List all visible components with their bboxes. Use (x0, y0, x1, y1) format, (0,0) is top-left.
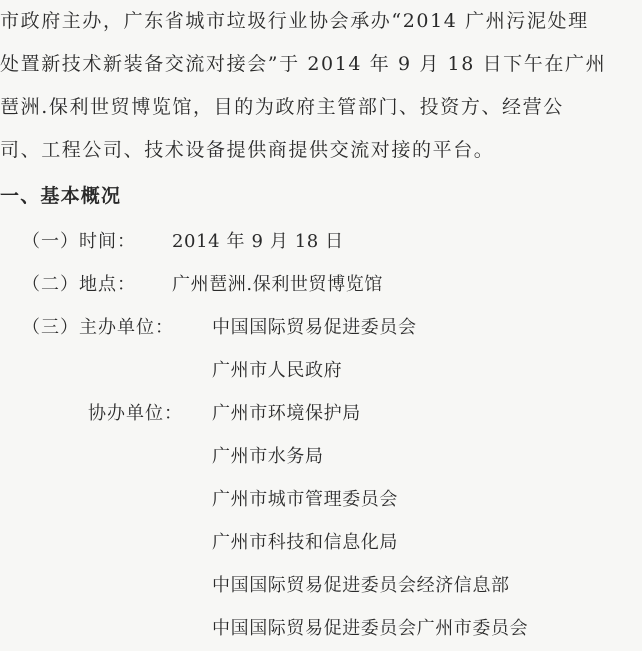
place-label: （二）地点： (22, 274, 136, 295)
co-organizer-item: 广州市科技和信息化局 (212, 532, 398, 553)
co-organizer-item: 广州市城市管理委员会 (212, 489, 398, 510)
organizer-label: （三）主办单位： (22, 317, 174, 338)
organizer-item: 广州市人民政府 (212, 360, 343, 381)
paragraph-line-3: 琶洲.保利世贸博览馆，目的为政府主管部门、投资方、经营公 (0, 96, 564, 118)
paragraph-line-1: 市政府主办，广东省城市垃圾行业协会承办“2014 广州污泥处理 (0, 10, 589, 32)
time-value: 2014 年 9 月 18 日 (172, 231, 344, 252)
co-organizer-item: 广州市环境保护局 (212, 403, 361, 424)
paragraph-line-4: 司、工程公司、技术设备提供商提供交流对接的平台。 (0, 139, 495, 161)
co-organizer-label: 协办单位： (88, 403, 183, 424)
co-organizer-item: 中国国际贸易促进委员会广州市委员会 (212, 618, 529, 639)
place-value: 广州琶洲.保利世贸博览馆 (172, 274, 383, 295)
co-organizer-item: 中国国际贸易促进委员会经济信息部 (212, 575, 510, 596)
section-heading: 一、基本概况 (0, 185, 122, 207)
co-organizer-item: 广州市水务局 (212, 446, 324, 467)
time-label: （一）时间： (22, 231, 136, 252)
paragraph-line-2: 处置新技术新装备交流对接会”于 2014 年 9 月 18 日下午在广州 (0, 53, 607, 75)
organizer-item: 中国国际贸易促进委员会 (212, 317, 417, 338)
